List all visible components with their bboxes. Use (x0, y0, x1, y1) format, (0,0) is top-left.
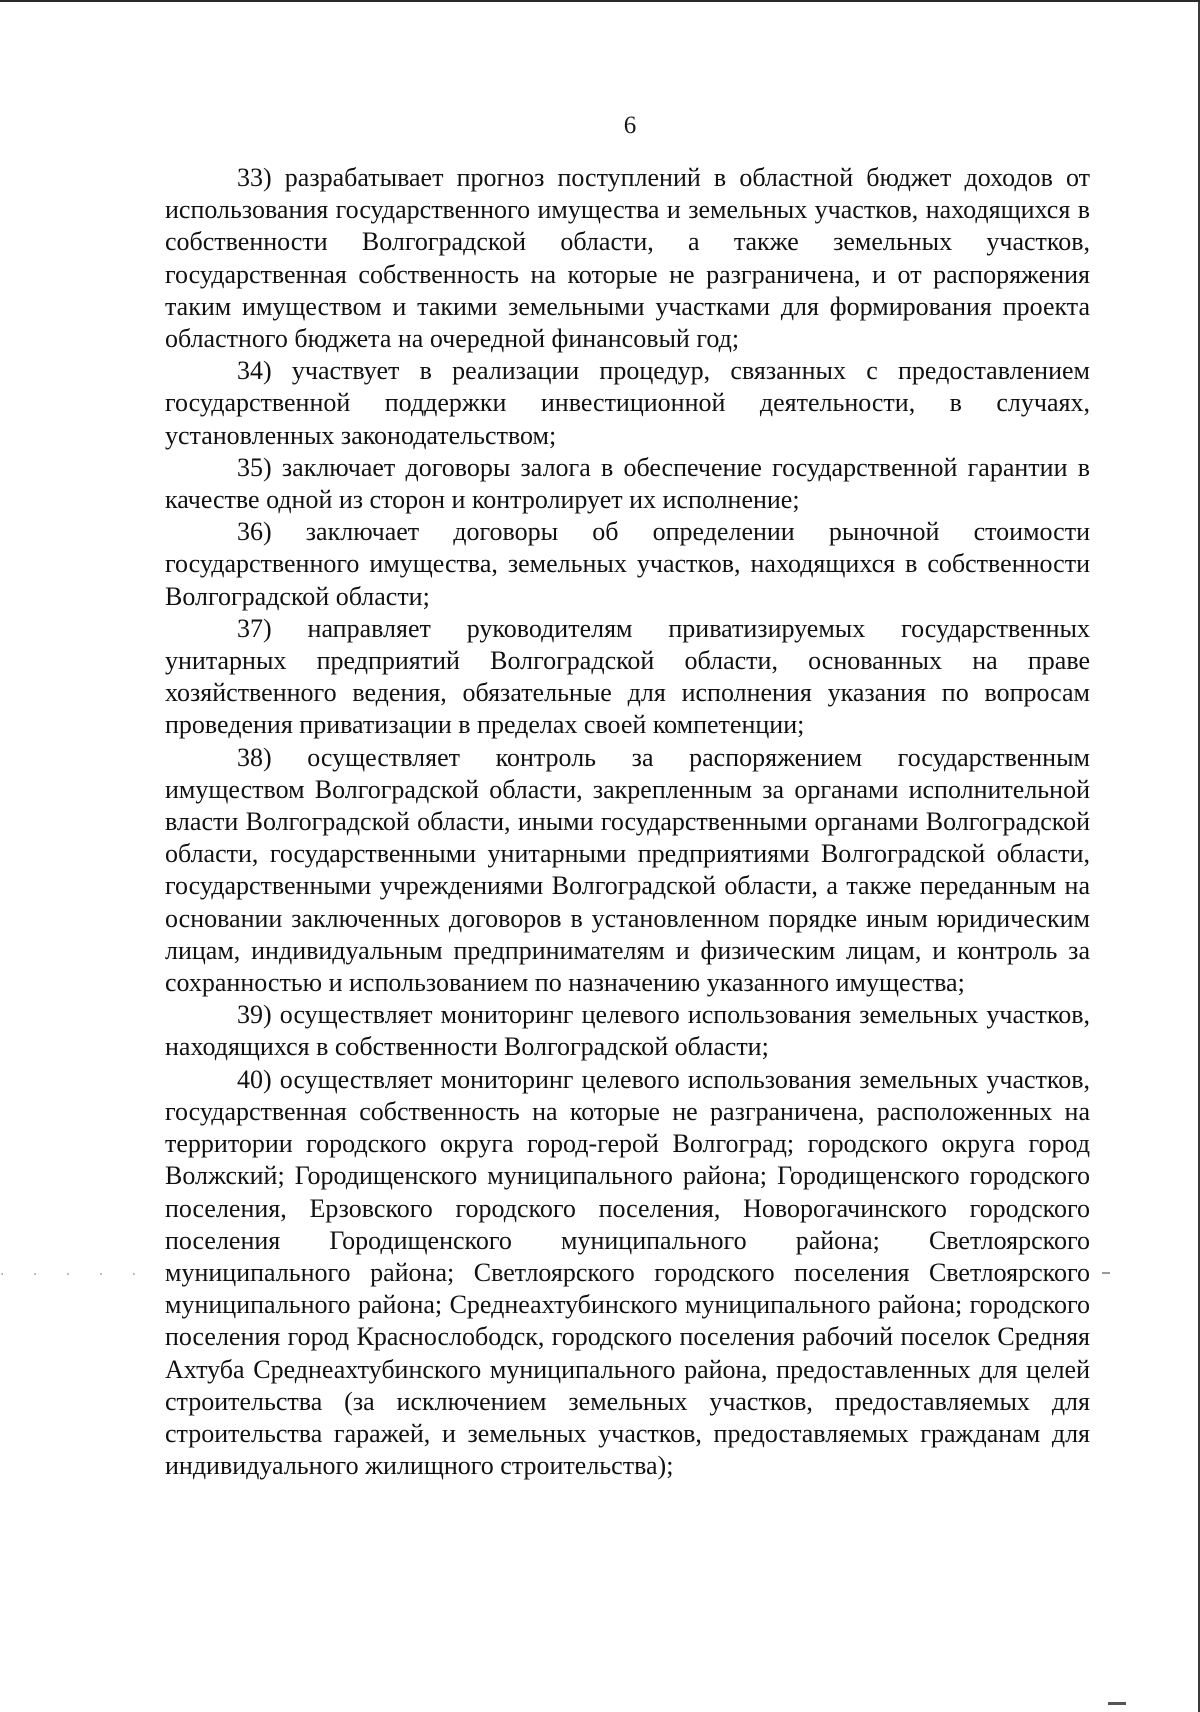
clause-33: 33) разрабатывает прогноз поступлений в областной бюджет доходов от использования государственного имущества и земельных участков, находящихся в собственности Волгоградской области, а также земельных участков, государственная собственность на которые не разграничена, и от распоряжения таким имуществом и такими земельными участками для формирования проекта областного бюджета на очередной финансовый год; (165, 163, 1090, 354)
document-body (165, 162, 1090, 1482)
clause-38: 38) осуществляет контроль за распоряжением государственным имуществом Волгоградской области, закрепленным за органами исполнительной власти Волгоградской области, иными государственными органами Волгоградской области, государственными унитарными предприятиями Волгоградской области, государственными учреждениями Волгоградской области, а также переданным на основании заключенных договоров в установленном порядке иным юридическим лицам, индивидуальным предпринимателям и физическим лицам, и контроль за сохранностью и использованием по назначению указанного имущества; (165, 742, 1090, 998)
page-number: 6 (623, 112, 637, 139)
scan-artifact-dash (1102, 1272, 1110, 1274)
scan-artifact-corner (1108, 1702, 1126, 1705)
clause-34: 34) участвует в реализации процедур, связанных с предоставлением государственной поддержки инвестиционной деятельности, в случаях, установленных законодательством; (165, 356, 1090, 450)
clause-36: 36) заключает договоры об определении рыночной стоимости государственного имущества, земельных участков, находящихся в собственности Волгоградской области; (165, 517, 1090, 611)
clause-37: 37) направляет руководителям приватизируемых государственных унитарных предприятий Волгоградской области, основанных на праве хозяйственного ведения, обязательные для исполнения указания по вопросам проведения приватизации в пределах своей компетенции; (165, 613, 1090, 740)
clause-40: 40) осуществляет мониторинг целевого использования земельных участков, государственная собственность на которые не разграничена, расположенных на территории городского округа город-герой Волгоград; городского округа город Волжский; Городищенского муниципального района; Городищенского городского поселения, Ерзовского городского поселения, Новорогачинского городского поселения Городищенского муниципального района; Светлоярского муниципального района; Светлоярского городского поселения Светлоярского муниципального района; Среднеахтубинского муниципального района; городского поселения город Краснослободск, городского поселения рабочий поселок Средняя Ахтуба Среднеахтубинского муниципального района, предоставленных для целей строительства (за исключением земельных участков, предоставляемых для строительства гаражей, и земельных участков, предоставляемых гражданам для индивидуального жилищного строительства); (165, 1064, 1090, 1481)
scan-artifact-dots: · · · · · (0, 1267, 149, 1283)
clause-39: 39) осуществляет мониторинг целевого использования земельных участков, находящихся в собственности Волгоградской области; (165, 1000, 1090, 1062)
clause-35: 35) заключает договоры залога в обеспечение государственной гарантии в качестве одной из сторон и контролирует их исполнение; (165, 452, 1090, 515)
